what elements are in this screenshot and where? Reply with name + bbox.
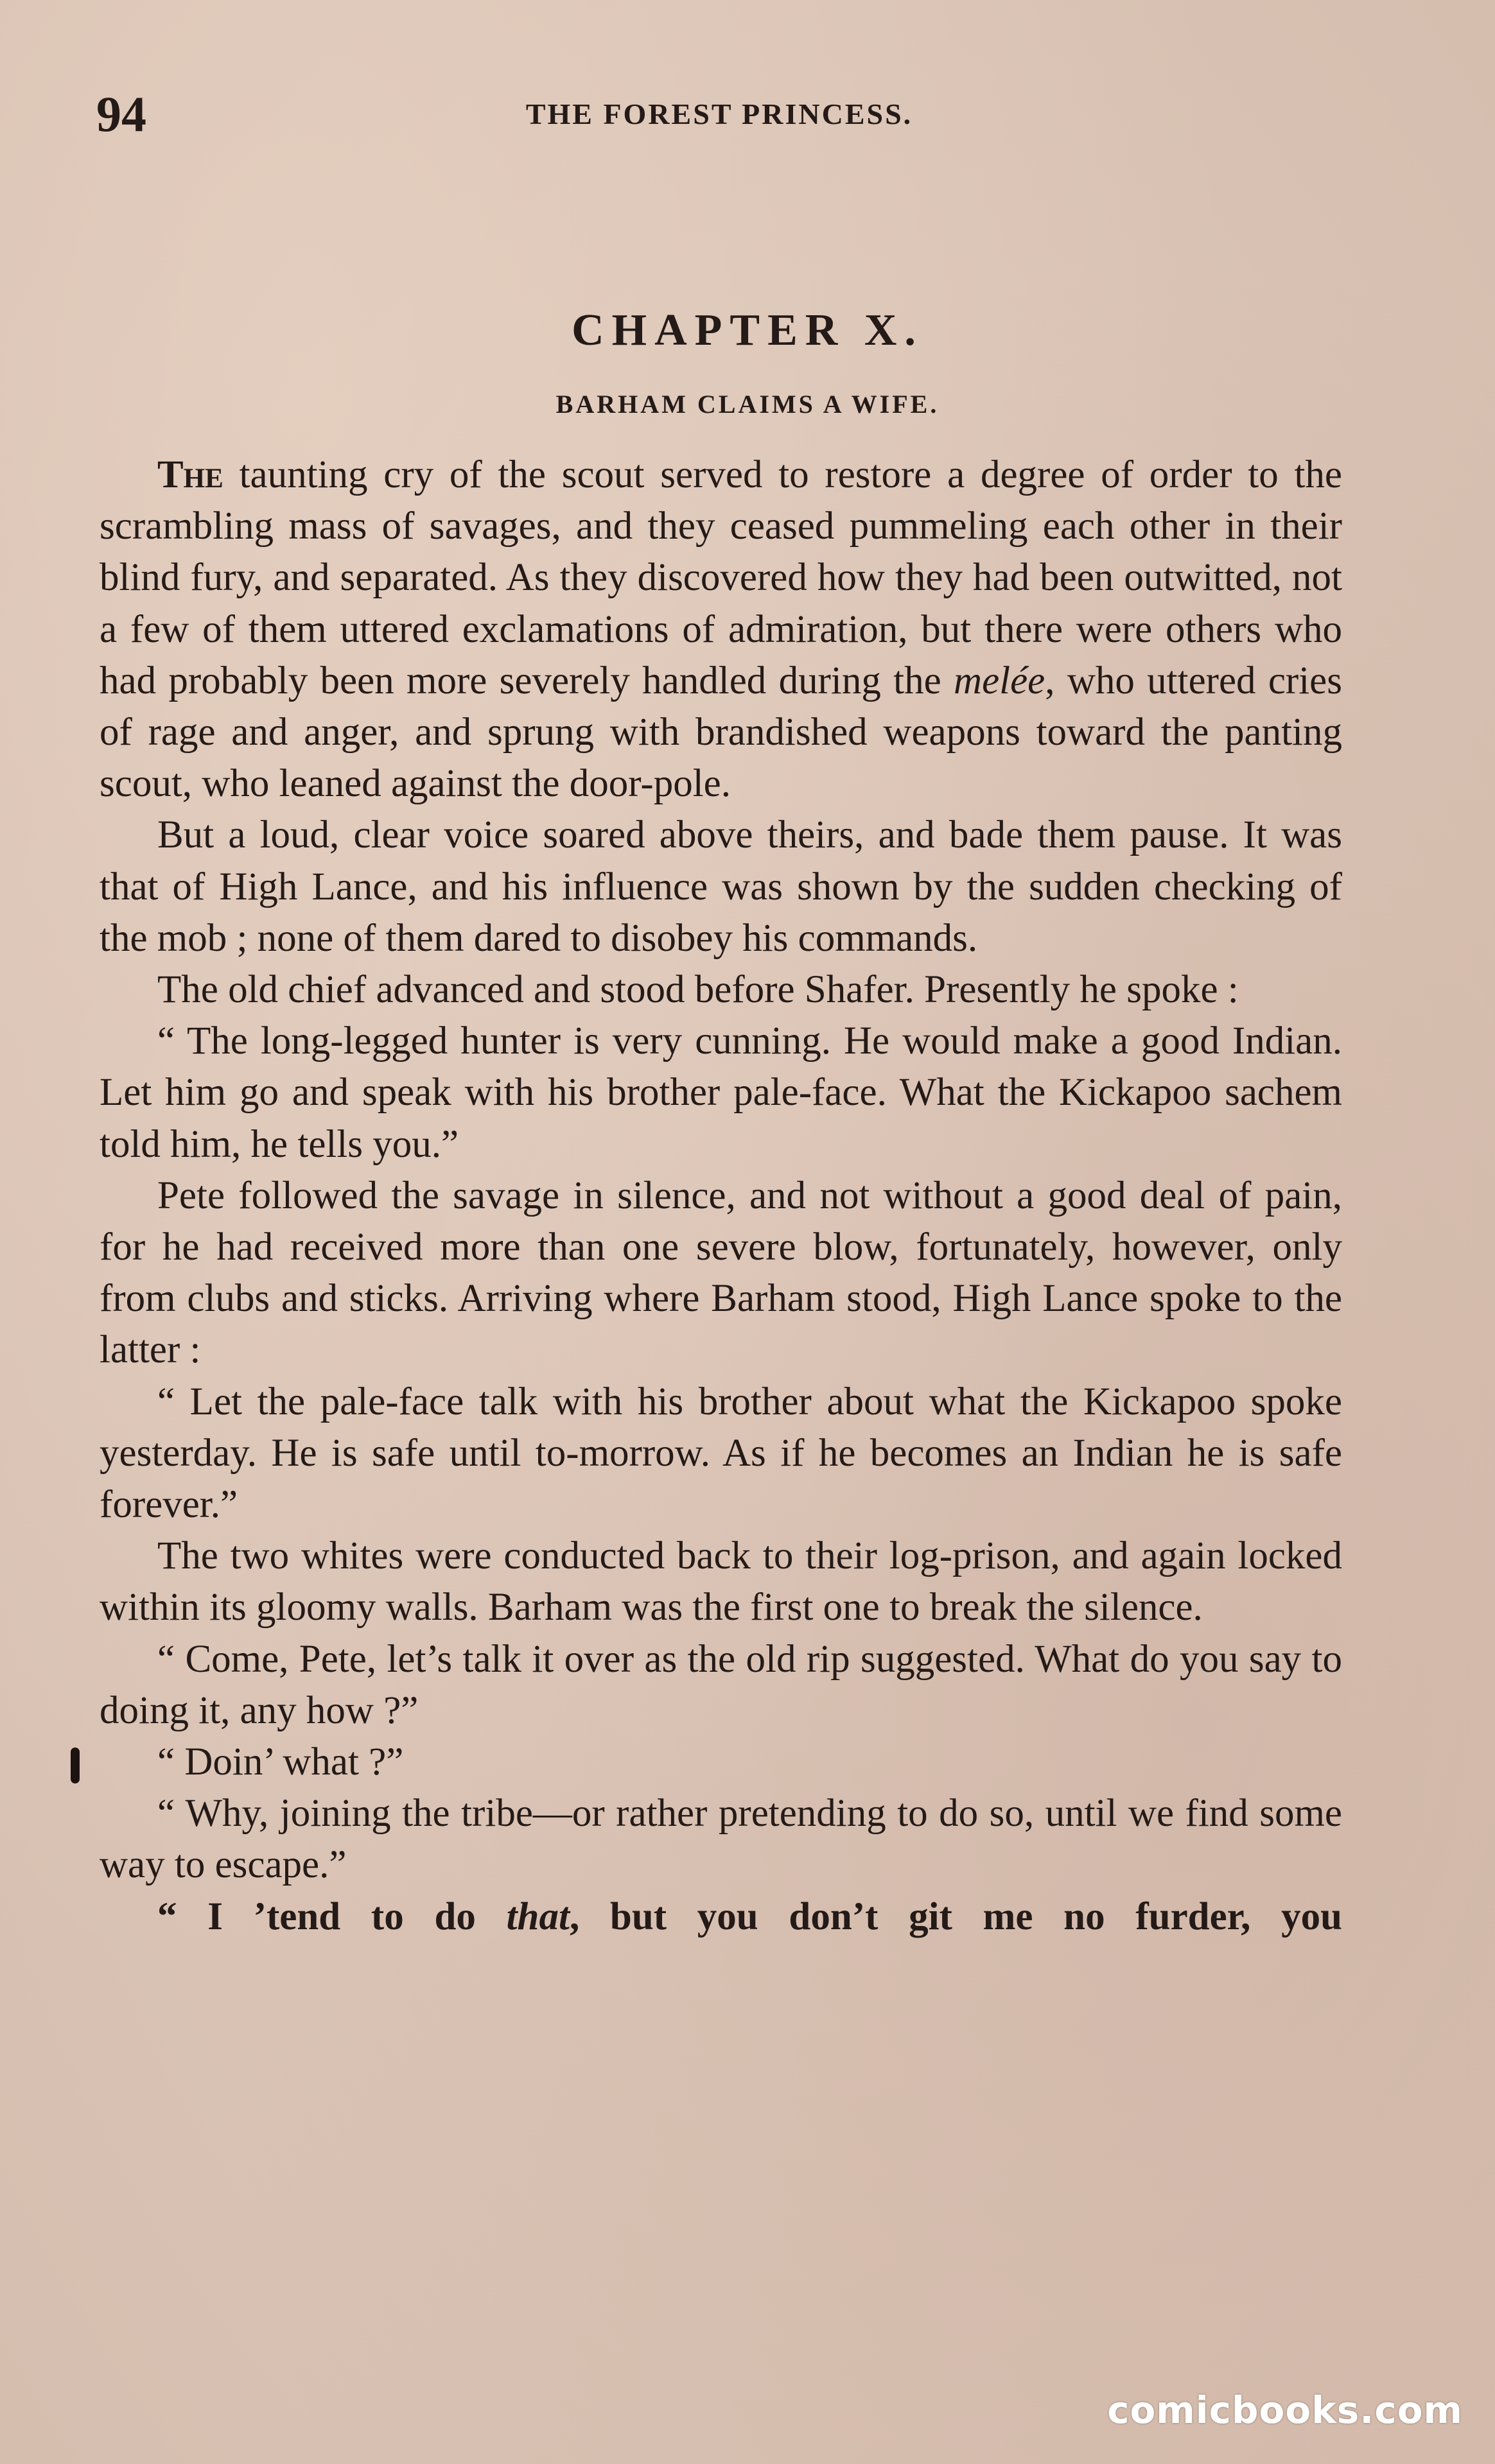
paragraph-7: The two whites were conducted back to their log-prison, and again locked within its gloomy walls. Barham was the first one to break the silence. bbox=[100, 1534, 1342, 1629]
running-title: THE FOREST PRINCESS. bbox=[525, 98, 913, 130]
watermark: comicbooks.com bbox=[1107, 2388, 1463, 2432]
running-head bbox=[96, 86, 1342, 142]
paragraph-3: The old chief advanced and stood before Shafer. Presently he spoke : bbox=[157, 968, 1239, 1012]
paragraph-4: “ The long-legged hunter is very cunning. He would make a good Indian. Let him go and speak with his brother pale-face. What the Kickapoo sachem told him, he tells you.” bbox=[100, 1019, 1342, 1166]
paragraph-text: , who uttered cries of rage and anger, and sprung with brandished weapons toward the panting scout, who leaned against the door-pole. bbox=[100, 659, 1342, 806]
chapter-subtitle: BARHAM CLAIMS A WIFE. bbox=[555, 390, 940, 419]
margin-ink-mark bbox=[71, 1748, 80, 1783]
paragraph-text: , but you don’t git me no furder, you bbox=[569, 1895, 1343, 1938]
paragraph-11 bbox=[100, 1891, 1342, 1943]
page-number: 94 bbox=[96, 86, 146, 142]
paragraph-10: “ Why, joining the tribe—or rather pretending to do so, until we find some way to escape.” bbox=[100, 1792, 1342, 1887]
italic-word: that bbox=[506, 1895, 570, 1938]
paragraph-1 bbox=[100, 449, 1342, 810]
drop-word: The bbox=[157, 453, 223, 496]
chapter-heading: CHAPTER X. bbox=[572, 306, 923, 355]
italic-word: melée bbox=[954, 659, 1045, 702]
paragraph-6: “ Let the pale-face talk with his brother about what the Kickapoo spoke yesterday. He is safe until to-morrow. As if he becomes an Indian he is safe forever.” bbox=[100, 1380, 1342, 1527]
body-text bbox=[100, 449, 1342, 1943]
paragraph-text: taunting cry of the scout served to restore a degree of order to the scrambling mass of savages, and they ceased pummeling each other in their blind fury, and separated. As they discovered how they had been outwitted, not a few of them uttered exclamations of admiration, but there were others who had probably been more severely handled during the bbox=[100, 453, 1342, 702]
paragraph-2: But a loud, clear voice soared above theirs, and bade them pause. It was that of High Lance, and his influence was shown by the sudden checking of the mob ; none of them dared to disobey his commands. bbox=[100, 813, 1342, 960]
paragraph-text: “ I ’tend to do bbox=[157, 1895, 507, 1938]
paragraph-8: “ Come, Pete, let’s talk it over as the old rip suggested. What do you say to doing it, any how ?” bbox=[100, 1637, 1342, 1732]
paragraph-5: Pete followed the savage in silence, and not without a good deal of pain, for he had received more than one severe blow, fortunately, however, only from clubs and sticks. Arriving where Barham stood, High Lance spoke to the latter : bbox=[100, 1174, 1342, 1372]
paragraph-9: “ Doin’ what ?” bbox=[157, 1740, 404, 1784]
